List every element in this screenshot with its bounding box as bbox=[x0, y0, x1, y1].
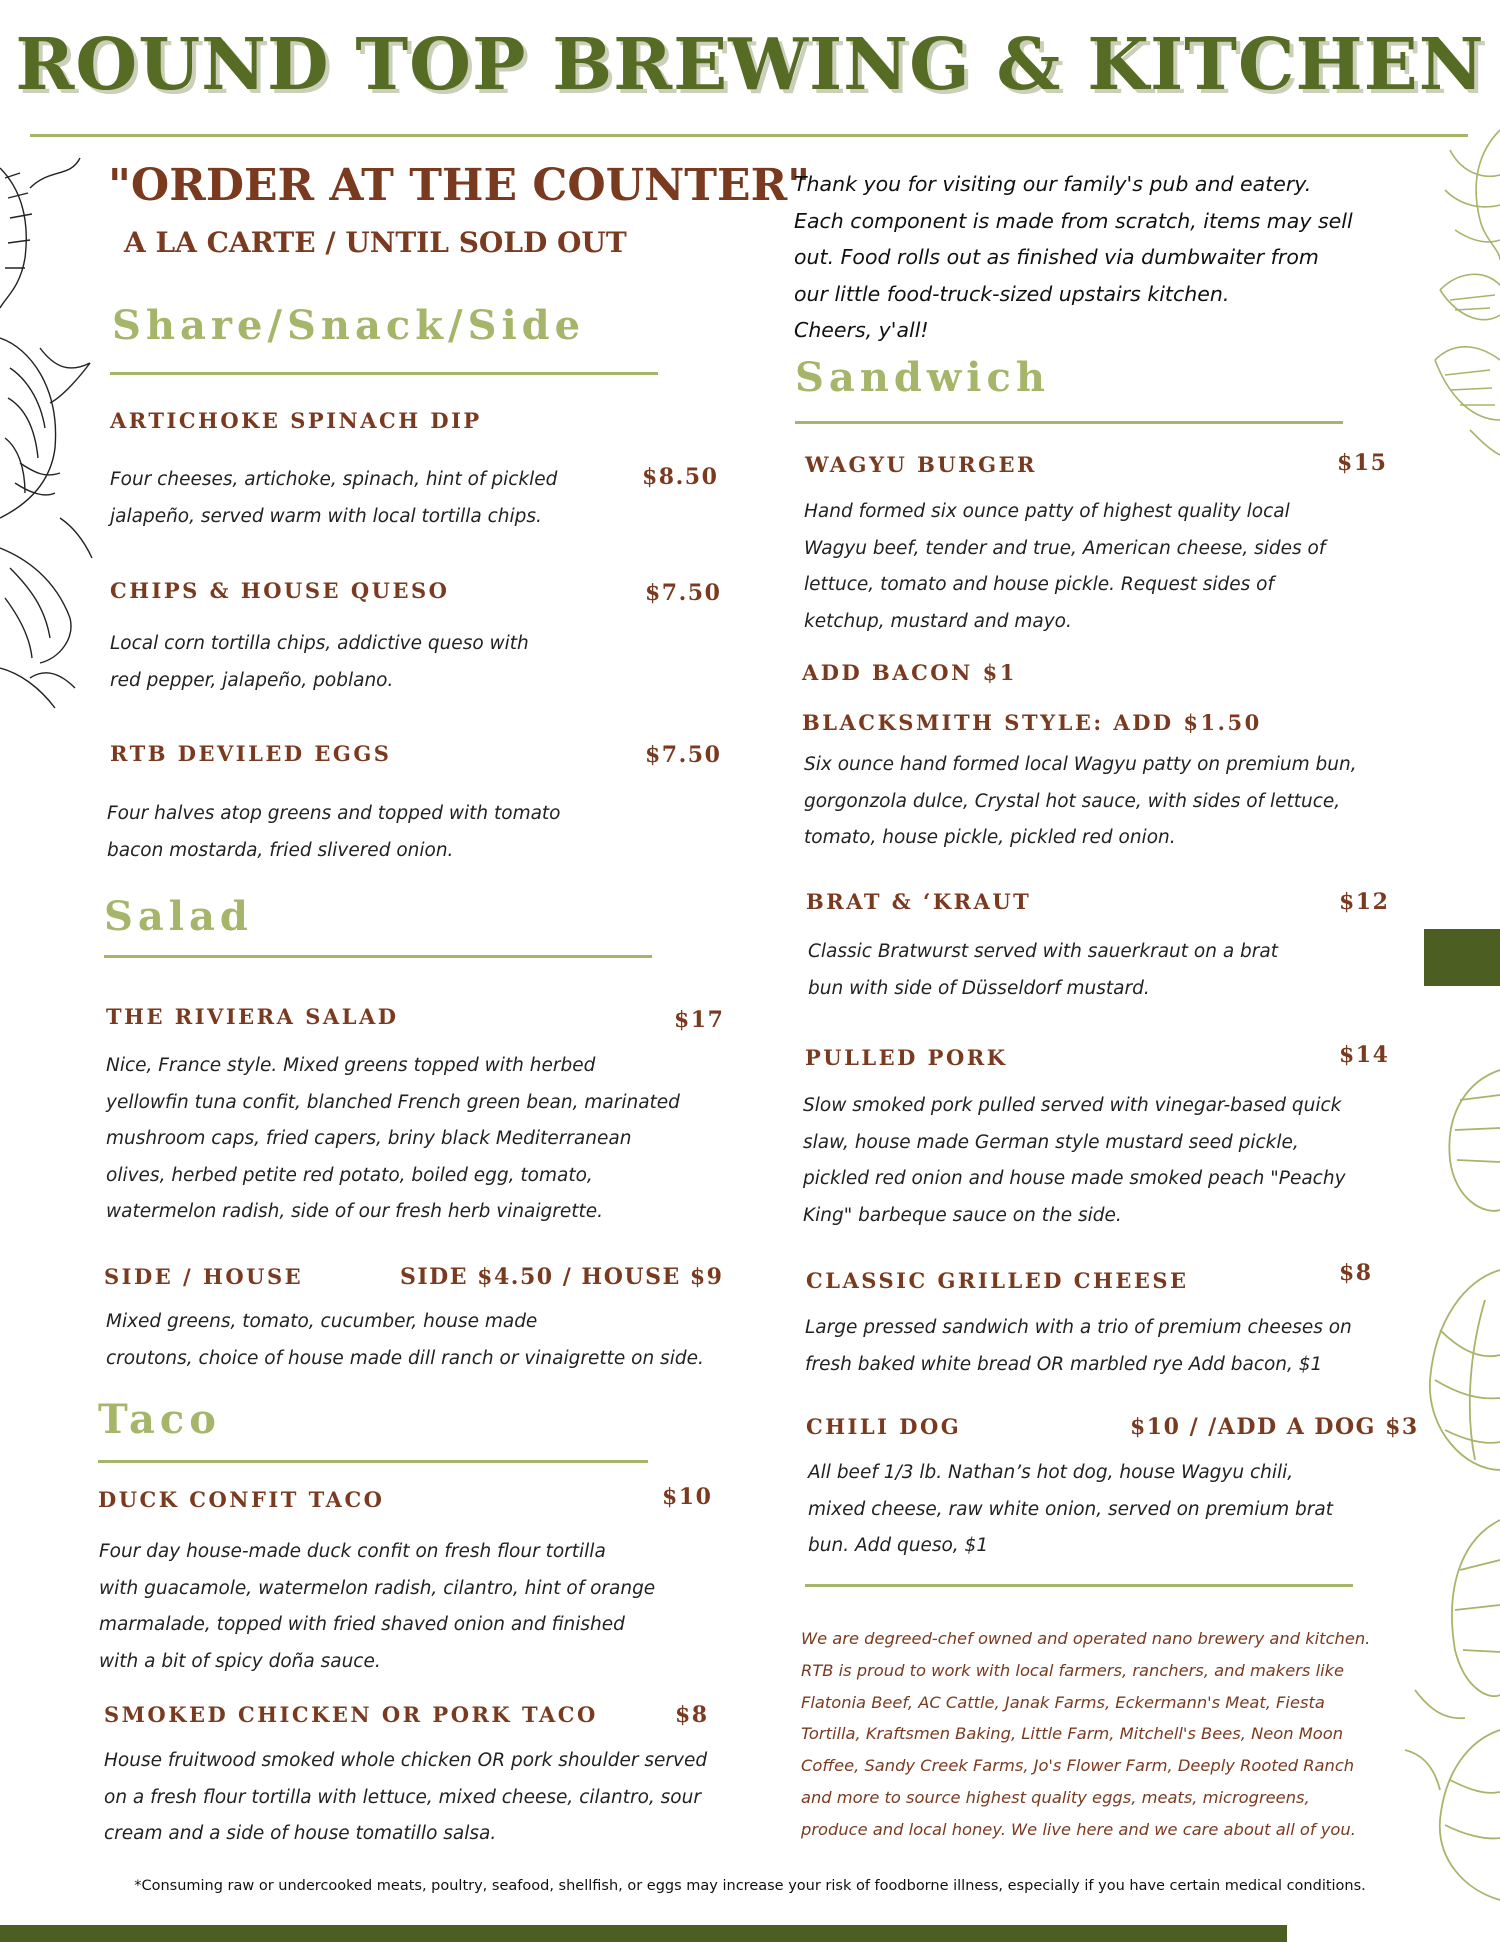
welcome-text bbox=[794, 166, 1354, 349]
desc-line: King" barbeque sauce on the side. bbox=[803, 1204, 1122, 1226]
desc-line: Local corn tortilla chips, addictive queso with bbox=[110, 633, 529, 654]
welcome-line: out. Food rolls out as finished via dumbwaiter from bbox=[794, 245, 1319, 269]
desc-line: croutons, choice of house made dill ranch or vinaigrette on side. bbox=[106, 1347, 704, 1369]
menu-item-description bbox=[804, 494, 1325, 640]
desc-line: with a bit of spicy doña sauce. bbox=[99, 1650, 381, 1672]
menu-item-description bbox=[808, 1455, 1333, 1565]
desc-line: Classic Bratwurst served with sauerkraut on a brat bbox=[808, 941, 1278, 962]
menu-item-name: BLACKSMITH STYLE: ADD $1.50 bbox=[802, 710, 1262, 735]
desc-line: tomato, house pickle, pickled red onion. bbox=[804, 827, 1176, 848]
about-text bbox=[801, 1623, 1371, 1846]
desc-line: marmalade, topped with fried shaved onion and finished bbox=[99, 1614, 625, 1635]
section-divider bbox=[110, 372, 658, 375]
desc-line: Mixed greens, tomato, cucumber, house made bbox=[106, 1311, 538, 1332]
section-heading-salad: Salad bbox=[104, 893, 253, 940]
section-divider bbox=[104, 955, 652, 958]
desc-line: pickled red onion and house made smoked peach "Peachy bbox=[803, 1168, 1346, 1189]
about-line: Tortilla, Kraftsmen Baking, Little Farm, Mitchell's Bees, Neon Moon bbox=[801, 1724, 1344, 1744]
menu-item-price: $12 bbox=[1339, 889, 1390, 915]
menu-item-name: SIDE / HOUSE bbox=[104, 1264, 304, 1289]
desc-line: lettuce, tomato and house pickle. Request sides of bbox=[804, 574, 1274, 595]
desc-line: red pepper, jalapeño, poblano. bbox=[110, 669, 394, 691]
desc-line: Nice, France style. Mixed greens topped with herbed bbox=[106, 1055, 596, 1076]
menu-item-description bbox=[110, 626, 529, 699]
desc-line: fresh baked white bread OR marbled rye Add bacon, $1 bbox=[805, 1353, 1323, 1375]
desc-line: bacon mostarda, fried slivered onion. bbox=[107, 839, 454, 861]
menu-item-price: $8 bbox=[675, 1702, 709, 1728]
menu-item-price: $10 / /ADD A DOG $3 bbox=[1130, 1414, 1419, 1440]
desc-line: with guacamole, watermelon radish, cilantro, hint of orange bbox=[99, 1577, 656, 1599]
about-line: Flatonia Beef, AC Cattle, Janak Farms, Eckermann's Meat, Fiesta bbox=[801, 1692, 1325, 1712]
desc-line: Six ounce hand formed local Wagyu patty on premium bun, bbox=[804, 754, 1357, 775]
menu-item-name: PULLED PORK bbox=[805, 1045, 1008, 1070]
desc-line: mushroom caps, fried capers, briny black Mediterranean bbox=[106, 1128, 632, 1149]
hops-illustration-left-icon bbox=[0, 148, 95, 708]
hop-leaves-illustration-right-icon bbox=[1375, 1050, 1500, 1910]
desc-line: gorgonzola dulce, Crystal hot sauce, with sides of lettuce, bbox=[804, 790, 1341, 812]
about-line: RTB is proud to work with local farmers, ranchers, and makers like bbox=[801, 1660, 1345, 1680]
hop-cones-illustration-right-icon bbox=[1430, 120, 1500, 460]
section-heading-sandwich: Sandwich bbox=[795, 354, 1050, 401]
menu-item-price: $7.50 bbox=[645, 742, 722, 768]
desc-line: Four day house-made duck confit on fresh flour tortilla bbox=[99, 1541, 606, 1562]
order-title: "ORDER AT THE COUNTER" bbox=[108, 160, 811, 211]
menu-item-name: WAGYU BURGER bbox=[805, 452, 1037, 477]
welcome-line: our little food-truck-sized upstairs kitchen. bbox=[794, 281, 1230, 306]
menu-item-name: BRAT & ‘KRAUT bbox=[806, 889, 1032, 914]
about-line: We are degreed-chef owned and operated nano brewery and kitchen. bbox=[801, 1629, 1371, 1648]
menu-item-description bbox=[106, 1048, 680, 1231]
menu-item-description bbox=[803, 1088, 1346, 1234]
desc-line: bun. Add queso, $1 bbox=[808, 1535, 989, 1556]
menu-item-price: $10 bbox=[662, 1484, 713, 1510]
desc-line: ketchup, mustard and mayo. bbox=[804, 610, 1072, 632]
desc-line: watermelon radish, side of our fresh herb vinaigrette. bbox=[106, 1201, 604, 1222]
menu-item-name: DUCK CONFIT TACO bbox=[98, 1487, 385, 1512]
menu-item-price: SIDE $4.50 / HOUSE $9 bbox=[400, 1264, 724, 1290]
desc-line: Wagyu beef, tender and true, American cheese, sides of bbox=[804, 537, 1326, 559]
desc-line: yellowfin tuna confit, blanched French green bean, marinated bbox=[106, 1091, 680, 1113]
menu-item-price: $17 bbox=[674, 1007, 725, 1033]
footer-bar bbox=[0, 1925, 1287, 1942]
desc-line: Slow smoked pork pulled served with vinegar-based quick bbox=[803, 1095, 1342, 1116]
menu-item-price: $8 bbox=[1339, 1260, 1373, 1286]
desc-line: jalapeño, served warm with local tortilla chips. bbox=[110, 505, 542, 527]
menu-item-description bbox=[804, 747, 1357, 857]
desc-line: Large pressed sandwich with a trio of premium cheeses on bbox=[805, 1317, 1352, 1338]
desc-line: Four cheeses, artichoke, spinach, hint of pickled bbox=[110, 469, 558, 490]
menu-item-price: $14 bbox=[1339, 1042, 1390, 1068]
menu-item-name: THE RIVIERA SALAD bbox=[106, 1004, 399, 1029]
menu-item-name: ADD BACON $1 bbox=[802, 660, 1017, 685]
menu-item-name: CHIPS & HOUSE QUESO bbox=[110, 578, 450, 603]
order-subtitle: A LA CARTE / UNTIL SOLD OUT bbox=[124, 226, 627, 259]
menu-item-price: $7.50 bbox=[645, 580, 722, 606]
desc-line: House fruitwood smoked whole chicken OR pork shoulder served bbox=[104, 1750, 708, 1771]
section-divider bbox=[805, 1584, 1353, 1587]
title-divider bbox=[30, 134, 1468, 137]
section-divider bbox=[98, 1460, 648, 1463]
about-line: produce and local honey. We live here and we care about all of you. bbox=[801, 1819, 1356, 1839]
desc-line: cream and a side of house tomatillo salsa. bbox=[104, 1823, 497, 1844]
menu-item-name: CLASSIC GRILLED CHEESE bbox=[806, 1268, 1189, 1293]
desc-line: olives, herbed petite red potato, boiled egg, tomato, bbox=[106, 1164, 593, 1186]
accent-block bbox=[1424, 929, 1500, 986]
welcome-line: Thank you for visiting our family's pub and eatery. bbox=[794, 172, 1312, 196]
section-divider bbox=[795, 421, 1343, 424]
about-line: Coffee, Sandy Creek Farms, Jo's Flower Farm, Deeply Rooted Ranch bbox=[801, 1756, 1355, 1776]
section-heading-share: Share/Snack/Side bbox=[112, 302, 586, 349]
section-heading-taco: Taco bbox=[98, 1396, 221, 1443]
desc-line: Hand formed six ounce patty of highest quality local bbox=[804, 501, 1290, 522]
menu-item-description bbox=[805, 1310, 1352, 1383]
desc-line: slaw, house made German style mustard seed pickle, bbox=[803, 1131, 1299, 1153]
menu-item-description bbox=[104, 1743, 707, 1853]
menu-item-description bbox=[808, 934, 1278, 1007]
menu-item-name: ARTICHOKE SPINACH DIP bbox=[110, 408, 482, 433]
menu-item-description bbox=[99, 1534, 655, 1680]
about-line: and more to source highest quality eggs, meats, microgreens, bbox=[801, 1787, 1310, 1807]
desc-line: All beef 1/3 lb. Nathan’s hot dog, house Wagyu chili, bbox=[808, 1462, 1294, 1483]
welcome-line: Cheers, y'all! bbox=[794, 318, 929, 342]
desc-line: mixed cheese, raw white onion, served on premium brat bbox=[808, 1498, 1333, 1520]
menu-item-price: $8.50 bbox=[642, 464, 719, 490]
menu-item-name: CHILI DOG bbox=[806, 1414, 962, 1439]
menu-item-price: $15 bbox=[1337, 450, 1388, 476]
menu-item-name: RTB DEVILED EGGS bbox=[110, 741, 392, 766]
menu-item-name: SMOKED CHICKEN OR PORK TACO bbox=[104, 1702, 598, 1727]
disclaimer: *Consuming raw or undercooked meats, poultry, seafood, shellfish, or eggs may increase your risk of foodborne illness, especially if you have certain medical conditions. bbox=[134, 1878, 1366, 1894]
desc-line: Four halves atop greens and topped with tomato bbox=[107, 803, 561, 824]
menu-item-description bbox=[107, 796, 561, 869]
welcome-line: Each component is made from scratch, items may sell bbox=[794, 208, 1353, 233]
menu-item-description bbox=[110, 462, 557, 535]
desc-line: on a fresh flour tortilla with lettuce, mixed cheese, cilantro, sour bbox=[104, 1786, 701, 1808]
desc-line: bun with side of Düsseldorf mustard. bbox=[808, 977, 1150, 999]
page-title: ROUND TOP BREWING & KITCHEN bbox=[15, 22, 1485, 106]
menu-item-description bbox=[106, 1304, 704, 1377]
